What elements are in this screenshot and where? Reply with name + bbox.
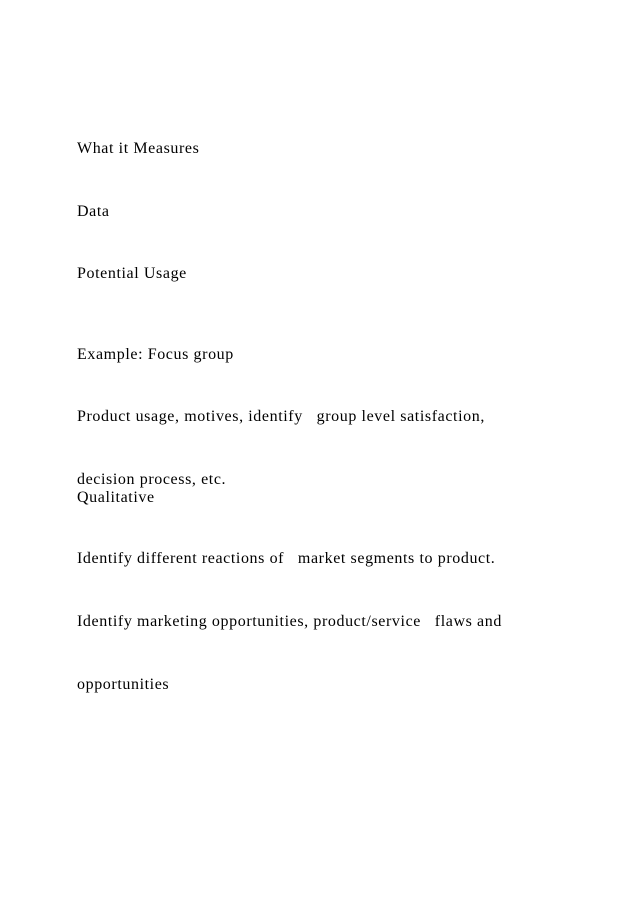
heading-potential-usage: Potential Usage [77,265,187,282]
data-type-text: Qualitative [77,489,155,506]
usage-text: Identify different reactions of market segments to product. Identify marketing opportunities, product/service flaws and opportunities [77,550,502,693]
heading-data: Data [77,203,110,220]
measures-text: Product usage, motives, identify group level satisfaction, decision process, etc. [77,408,485,488]
heading-what-it-measures: What it Measures [77,140,200,157]
example-label: Example: Focus group [77,346,234,363]
